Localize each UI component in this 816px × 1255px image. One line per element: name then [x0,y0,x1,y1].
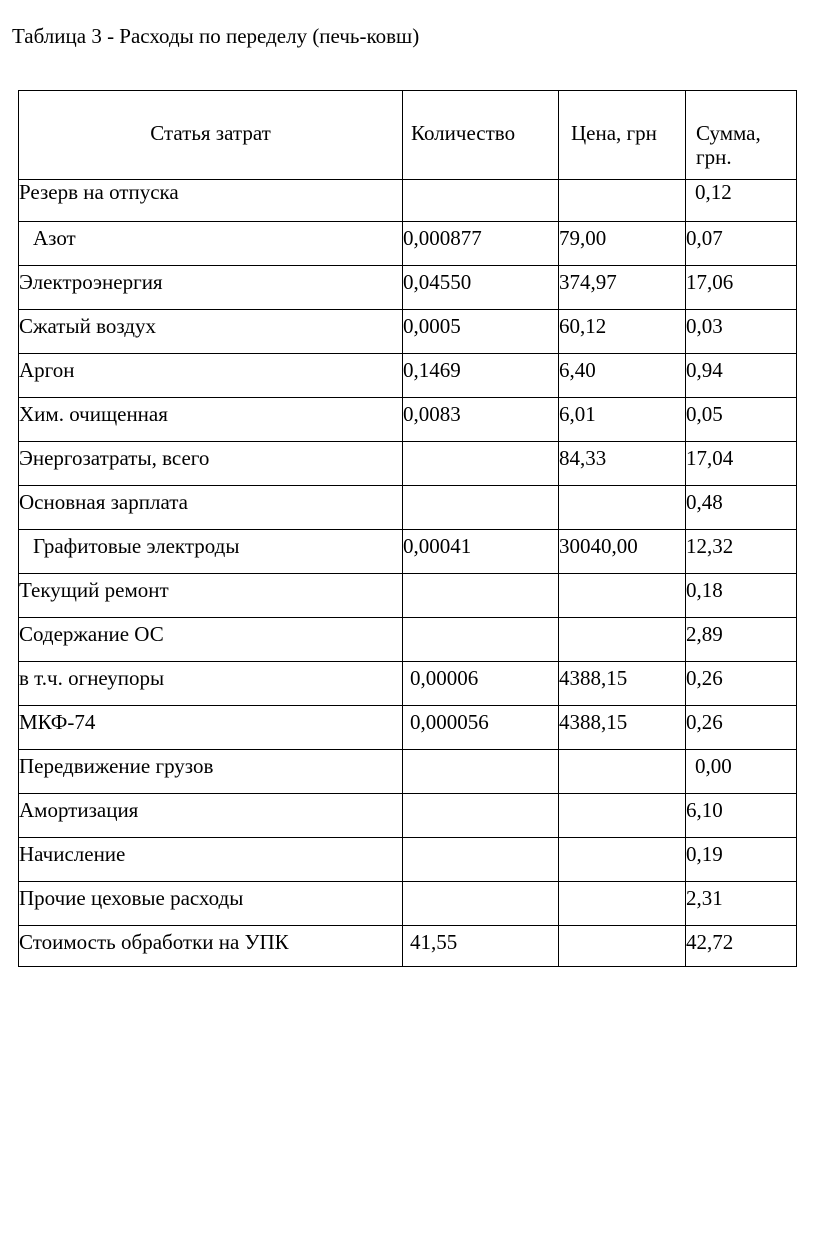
cell-sum: 6,10 [686,794,797,838]
cell-quantity: 0,000877 [403,222,559,266]
cell-price: 30040,00 [559,530,686,574]
cell-quantity: 0,0005 [403,310,559,354]
cell-sum: 17,04 [686,442,797,486]
cell-price [559,794,686,838]
cell-price [559,838,686,882]
cell-price: 84,33 [559,442,686,486]
cell-name: Начисление [19,838,403,882]
table-row [19,926,797,967]
table-row [19,882,797,926]
cell-quantity: 0,00006 [403,662,559,706]
cell-name: Аргон [19,354,403,398]
cell-sum: 0,26 [686,662,797,706]
cell-quantity: 0,000056 [403,706,559,750]
cell-price: 374,97 [559,266,686,310]
table-row [19,530,797,574]
cell-price: 6,40 [559,354,686,398]
cell-quantity [403,180,559,222]
table-caption: Таблица 3 - Расходы по переделу (печь-ковш) [12,24,420,48]
table-row [19,354,797,398]
cell-quantity [403,750,559,794]
table-row [19,750,797,794]
table-row [19,838,797,882]
cell-sum: 0,03 [686,310,797,354]
cell-quantity: 0,04550 [403,266,559,310]
cell-name: МКФ-74 [19,706,403,750]
table-row [19,618,797,662]
cell-name: Сжатый воздух [19,310,403,354]
table-row [19,794,797,838]
cell-sum: 0,48 [686,486,797,530]
cell-price [559,180,686,222]
cell-name: Резерв на отпуска [19,180,403,222]
header-quantity: Количество [403,91,559,180]
table-row [19,486,797,530]
table-row [19,398,797,442]
cell-quantity [403,794,559,838]
cell-name: Азот [19,222,403,266]
cell-name: Графитовые электроды [19,530,403,574]
cell-name: Основная зарплата [19,486,403,530]
cell-price: 60,12 [559,310,686,354]
cell-price: 6,01 [559,398,686,442]
cell-name: Хим. очищенная [19,398,403,442]
cell-quantity [403,882,559,926]
cell-price [559,882,686,926]
cell-quantity [403,574,559,618]
cell-sum: 0,05 [686,398,797,442]
cell-sum: 0,00 [686,750,797,794]
cell-name: Энергозатраты, всего [19,442,403,486]
table-row [19,180,797,222]
cell-sum: 0,18 [686,574,797,618]
cell-name: Передвижение грузов [19,750,403,794]
cell-quantity [403,618,559,662]
cell-name: Прочие цеховые расходы [19,882,403,926]
cost-table [18,90,797,967]
cell-name: Текущий ремонт [19,574,403,618]
cell-name: Стоимость обработки на УПК [19,926,403,967]
cell-sum: 17,06 [686,266,797,310]
cell-sum: 0,07 [686,222,797,266]
table-row [19,574,797,618]
cell-sum: 0,94 [686,354,797,398]
table-row [19,706,797,750]
cell-price [559,926,686,967]
table-row [19,222,797,266]
table-row [19,442,797,486]
cell-quantity [403,486,559,530]
cell-sum: 42,72 [686,926,797,967]
cell-quantity: 41,55 [403,926,559,967]
cell-sum: 2,89 [686,618,797,662]
cell-price [559,574,686,618]
header-sum: Сумма, грн. [686,91,797,180]
cell-quantity [403,442,559,486]
cell-name: Электроэнергия [19,266,403,310]
header-cost-item: Статья затрат [19,91,403,180]
cell-name: в т.ч. огнеупоры [19,662,403,706]
cell-price [559,750,686,794]
cell-price [559,486,686,530]
cell-quantity: 0,1469 [403,354,559,398]
cell-name: Амортизация [19,794,403,838]
cell-quantity: 0,0083 [403,398,559,442]
cell-sum: 0,12 [686,180,797,222]
table-row [19,266,797,310]
table-row [19,310,797,354]
cell-price: 79,00 [559,222,686,266]
cell-sum: 2,31 [686,882,797,926]
cell-quantity [403,838,559,882]
table-header-row [19,91,797,180]
cell-sum: 12,32 [686,530,797,574]
cell-price: 4388,15 [559,706,686,750]
cell-name: Содержание ОС [19,618,403,662]
cell-price [559,618,686,662]
cell-sum: 0,19 [686,838,797,882]
table-row [19,662,797,706]
cell-sum: 0,26 [686,706,797,750]
header-price: Цена, грн [559,91,686,180]
cell-price: 4388,15 [559,662,686,706]
cell-quantity: 0,00041 [403,530,559,574]
